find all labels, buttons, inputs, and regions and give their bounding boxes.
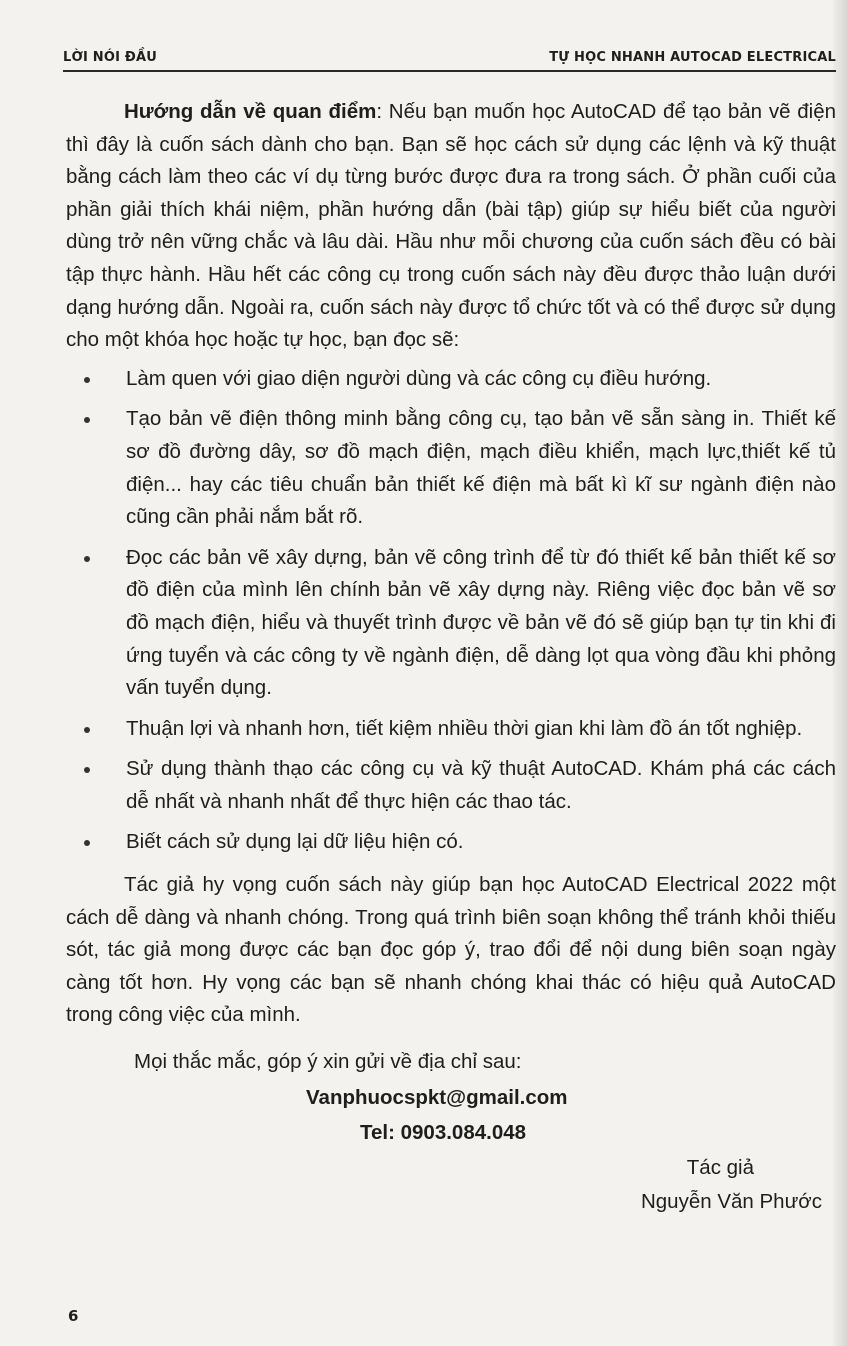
list-item [66, 753, 836, 818]
bullet-icon [84, 417, 90, 423]
list-item [66, 826, 836, 859]
list-item [66, 403, 836, 533]
page-number: 6 [68, 1307, 79, 1325]
contact-phone: Tel: 0903.084.048 [360, 1121, 527, 1145]
list-item [66, 363, 836, 396]
signature-name: Nguyễn Văn Phước [640, 1190, 822, 1214]
intro-paragraph [66, 96, 836, 357]
bullet-icon [84, 377, 90, 383]
list-item [66, 713, 836, 746]
book-title: TỰ HỌC NHANH AUTOCAD ELECTRICAL [549, 50, 836, 65]
list-item-text: Tạo bản vẽ điện thông minh bằng công cụ, tạo bản vẽ sẵn sàng in. Thiết kế sơ đồ đường dây, sơ đồ mạch điện, mạch điều khiển, mạch lực,thiết kế tủ điện... hay các tiêu chuẩn bản thiết kế điện mà bất kì kĩ sư ngành điện nào cũng cần phải nắm bắt rõ. [126, 407, 836, 529]
list-item-text: Đọc các bản vẽ xây dựng, bản vẽ công trình để từ đó thiết kế bản thiết kế sơ đồ điện của mình lên chính bản vẽ xây dựng này. Riêng việc đọc bản vẽ sơ đồ mạch điện, hiểu và thuyết trình được về bản vẽ đó sẽ giúp bạn tự tin khi đi ứng tuyển và các công ty về ngành điện, dễ dàng lọt qua vòng đầu khi phỏng vấn tuyển dụng. [126, 545, 836, 700]
intro-lead: Hướng dẫn về quan điểm [124, 100, 377, 123]
closing-paragraph: Tác giả hy vọng cuốn sách này giúp bạn học AutoCAD Electrical 2022 một cách dễ dàng và nhanh chóng. Trong quá trình biên soạn không thể tránh khỏi thiếu sót, tác giả mong được các bạn đọc góp ý, trao đổi để nội dung biên soạn ngày càng tốt hơn. Hy vọng các bạn sẽ nhanh chóng khai thác có hiệu quả AutoCAD trong công việc của mình. [66, 873, 836, 1027]
list-item-text: Sử dụng thành thạo các công cụ và kỹ thuật AutoCAD. Khám phá các cách dễ nhất và nhanh nhất để thực hiện các thao tác. [126, 757, 836, 813]
contact-email: Vanphuocspkt@gmail.com [306, 1085, 568, 1109]
list-item [66, 542, 836, 705]
list-item-text: Làm quen với giao diện người dùng và các công cụ điều hướng. [126, 366, 712, 390]
list-item-text: Biết cách sử dụng lại dữ liệu hiện có. [126, 830, 464, 854]
bullet-icon [84, 767, 90, 773]
signature-role: Tác giả [686, 1155, 754, 1179]
contact-intro: Mọi thắc mắc, góp ý xin gửi về địa chỉ sau: [134, 1050, 522, 1074]
bullet-icon [84, 840, 90, 846]
bullet-icon [84, 727, 90, 733]
benefits-list [66, 363, 836, 859]
intro-text: : Nếu bạn muốn học AutoCAD để tạo bản vẽ điện thì đây là cuốn sách dành cho bạn. Bạn sẽ học cách sử dụng các lệnh và kỹ thuật bằng cách làm theo các ví dụ từng bước được đưa ra trong sách. Ở phần cuối của phần giải thích khái niệm, phần hướng dẫn (bài tập) giúp sự hiểu biết của người dùng trở nên vững chắc và lâu dài. Hầu như mỗi chương của cuốn sách đều có bài tập thực hành. Hầu hết các công cụ trong cuốn sách này đều được thảo luận dưới dạng hướng dẫn. Ngoài ra, cuốn sách này được tổ chức tốt và có thể được sử dụng cho một khóa học hoặc tự học, bạn đọc sẽ: [66, 100, 836, 352]
running-header [63, 48, 836, 72]
list-item-text: Thuận lợi và nhanh hơn, tiết kiệm nhiều thời gian khi làm đồ án tốt nghiệp. [126, 716, 803, 740]
bullet-icon [84, 556, 90, 562]
chapter-title: LỜI NÓI ĐẦU [63, 50, 158, 65]
page-body [66, 96, 836, 1219]
